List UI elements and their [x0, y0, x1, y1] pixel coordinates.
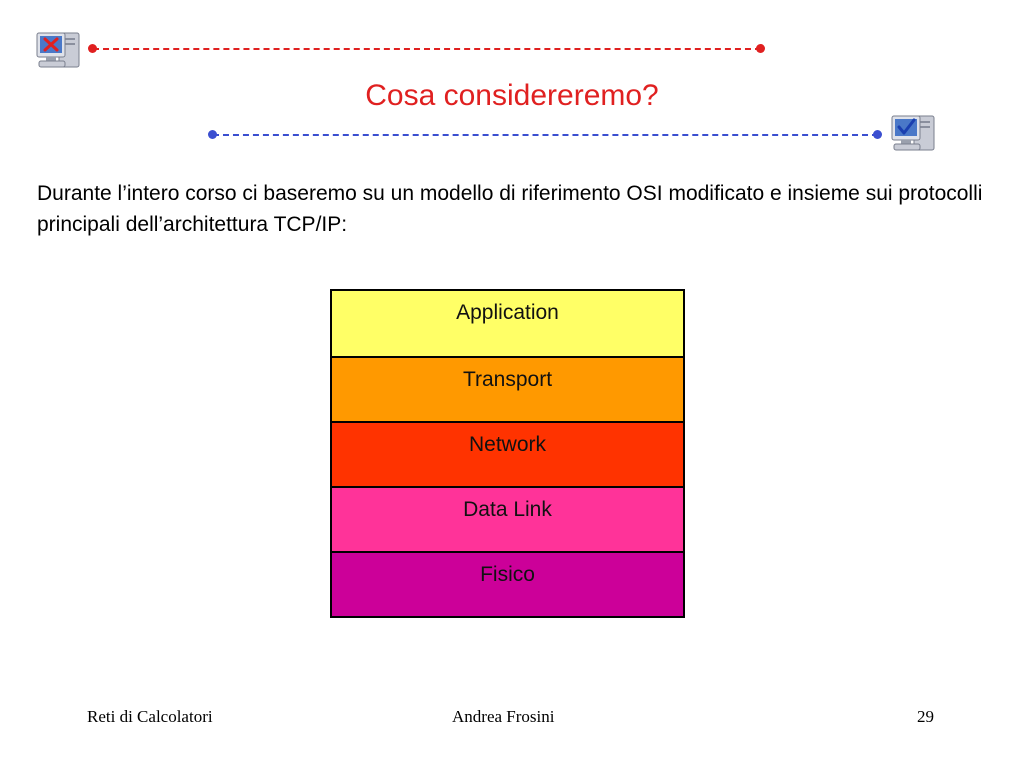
layer-transport: [332, 356, 683, 421]
footer-author: Andrea Frosini: [452, 707, 555, 726]
layer-label: Data Link: [463, 498, 552, 521]
computer-check-icon: [888, 110, 938, 156]
layer-application: [332, 291, 683, 356]
layer-fisico: [332, 551, 683, 616]
connector-dot-right-blue: [873, 130, 882, 139]
layer-label: Fisico: [480, 563, 535, 586]
footer-course: Reti di Calcolatori: [87, 707, 213, 726]
slide-title-text: Cosa considereremo?: [365, 79, 659, 112]
layer-network: [332, 421, 683, 486]
layer-label: Network: [468, 433, 547, 456]
layer-label: Application: [456, 301, 559, 324]
protocol-layer-stack: [330, 289, 685, 618]
connector-dot-right: [756, 44, 765, 53]
layer-data-link: [332, 486, 683, 551]
intro-paragraph: Durante l’intero corso ci baseremo su un modello di riferimento OSI modificato e insieme sui protocolli principali dell’architettura TCP/IP:: [37, 182, 983, 236]
top-connector-line: [93, 48, 761, 50]
computer-error-icon: [33, 27, 83, 73]
bottom-connector-line: [213, 134, 878, 136]
footer-page-number: 29: [917, 707, 934, 726]
layer-label: Transport: [462, 368, 553, 391]
slide-title: [0, 78, 1024, 114]
